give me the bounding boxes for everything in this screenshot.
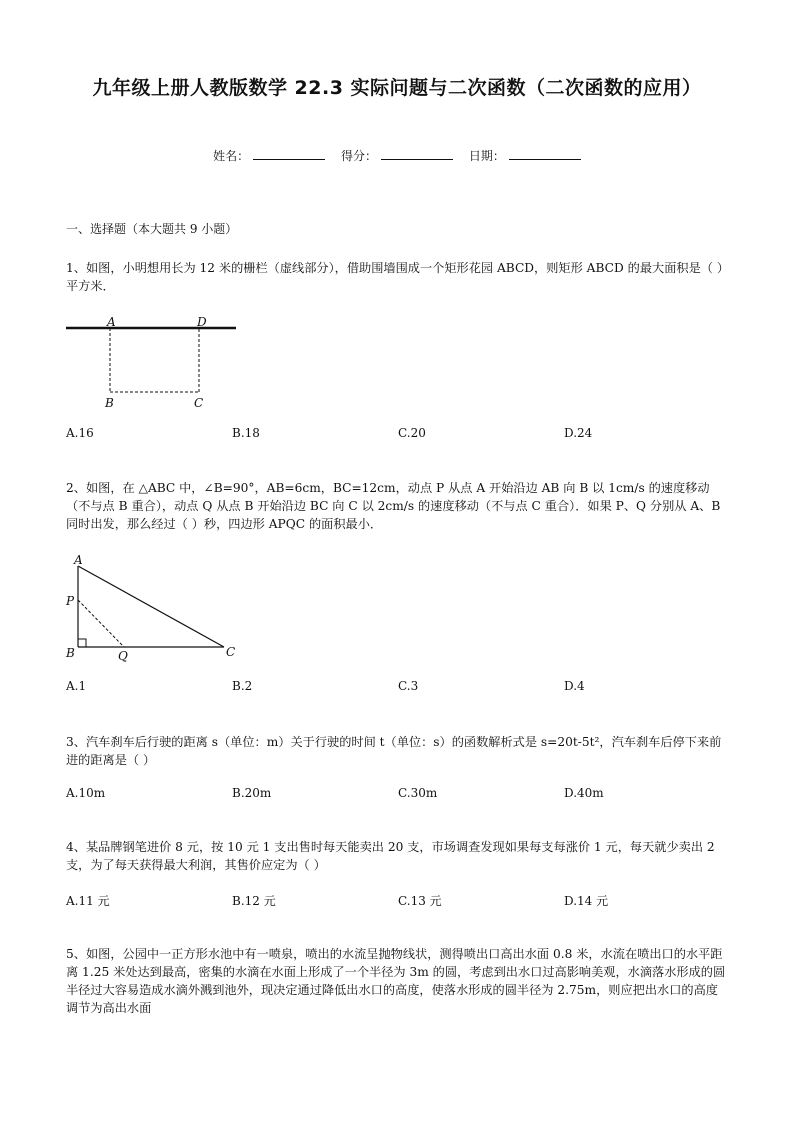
option-d[interactable]: D.40m bbox=[564, 786, 604, 800]
option-a[interactable]: A.1 bbox=[66, 679, 87, 693]
right-angle-mark bbox=[78, 639, 86, 647]
label-c: C bbox=[226, 645, 236, 659]
label-q: Q bbox=[118, 649, 128, 662]
option-b[interactable]: B.20m bbox=[232, 786, 272, 800]
date-blank[interactable] bbox=[509, 147, 581, 160]
question-3-options bbox=[66, 786, 726, 802]
score-field[interactable] bbox=[341, 147, 453, 164]
question-2-options bbox=[66, 679, 726, 695]
student-info-row bbox=[0, 147, 794, 164]
question-4-options bbox=[66, 892, 726, 908]
question-3-text: 3、汽车刹车后行驶的距离 s（单位：m）关于行驶的时间 t（单位：s）的函数解析式是 s=20t-5t²，汽车刹车后停下来前进的距离是（ ） bbox=[66, 735, 722, 767]
name-field[interactable] bbox=[213, 147, 325, 164]
option-a[interactable]: A.11 元 bbox=[66, 894, 110, 908]
page-title: 九年级上册人教版数学 22.3 实际问题与二次函数（二次函数的应用） bbox=[92, 77, 702, 99]
side-ac bbox=[78, 566, 224, 647]
option-b[interactable]: B.2 bbox=[232, 679, 253, 693]
question-1-text: 1、如图，小明想用长为 12 米的栅栏（虚线部分），借助围墙围成一个矩形花园 ABCD，则矩形 ABCD 的最大面积是（ ）平方米． bbox=[66, 261, 723, 293]
question-2-figure bbox=[62, 552, 247, 662]
label-d: D bbox=[197, 315, 207, 329]
label-a: A bbox=[107, 315, 116, 329]
option-b[interactable]: B.12 元 bbox=[232, 894, 276, 908]
option-a[interactable]: A.10m bbox=[66, 786, 106, 800]
label-p: P bbox=[66, 594, 75, 608]
question-4-text: 4、某品牌钢笔进价 8 元，按 10 元 1 支出售时每天能卖出 20 支，市场调查发现如果每支每涨价 1 元，每天就少卖出 2 支，为了每天获得最大利润，其售价应定为（ ） bbox=[66, 840, 715, 872]
label-a: A bbox=[74, 553, 83, 567]
date-field[interactable] bbox=[469, 147, 581, 164]
option-d[interactable]: D.24 bbox=[564, 426, 593, 440]
question-5-text: 5、如图，公园中一正方形水池中有一喷泉，喷出的水流呈抛物线状，测得喷出口高出水面 0.8 米，水流在喷出口的水平距离 1.25 米处达到最高，密集的水滴在水面上形成了一个半径为 3m 的圆，考虑到出水口过高影响美观，水滴落水形成的圆半径过大容易造成水滴外溅到池外，现决定通过降低出水口的高度，使落水形成的圆半径为 2.75m，则应把出水口的高度调节为高出水面 bbox=[66, 947, 726, 1015]
score-label: 得分： bbox=[340, 149, 377, 163]
section-title: 一、选择题（本大题共 9 小题） bbox=[66, 222, 238, 236]
name-label: 姓名： bbox=[213, 149, 250, 163]
question-1-figure bbox=[62, 312, 244, 412]
option-c[interactable]: C.3 bbox=[398, 679, 419, 693]
label-c: C bbox=[194, 396, 204, 410]
option-c[interactable]: C.20 bbox=[398, 426, 426, 440]
label-b: B bbox=[66, 646, 75, 660]
label-b: B bbox=[105, 396, 114, 410]
option-d[interactable]: D.14 元 bbox=[564, 894, 609, 908]
segment-pq bbox=[78, 600, 124, 647]
question-1-options bbox=[66, 426, 726, 442]
date-label: 日期： bbox=[468, 149, 505, 163]
option-c[interactable]: C.30m bbox=[398, 786, 438, 800]
option-b[interactable]: B.18 bbox=[232, 426, 260, 440]
option-d[interactable]: D.4 bbox=[564, 679, 585, 693]
score-blank[interactable] bbox=[381, 147, 453, 160]
option-c[interactable]: C.13 元 bbox=[398, 894, 442, 908]
question-2-text: 2、如图，在 △ABC 中，∠B=90°，AB=6cm，BC=12cm，动点 P 从点 A 开始沿边 AB 向 B 以 1cm/s 的速度移动（不与点 B 重合），动点 Q 从点 B 开始沿边 BC 向 C 以 2cm/s 的速度移动（不与点 C 重合）．如果 P、Q 分别从 A、B 同时出发，那么经过（ ）秒，四边形 APQC 的面积最小． bbox=[66, 481, 721, 531]
name-blank[interactable] bbox=[253, 147, 325, 160]
option-a[interactable]: A.16 bbox=[66, 426, 94, 440]
